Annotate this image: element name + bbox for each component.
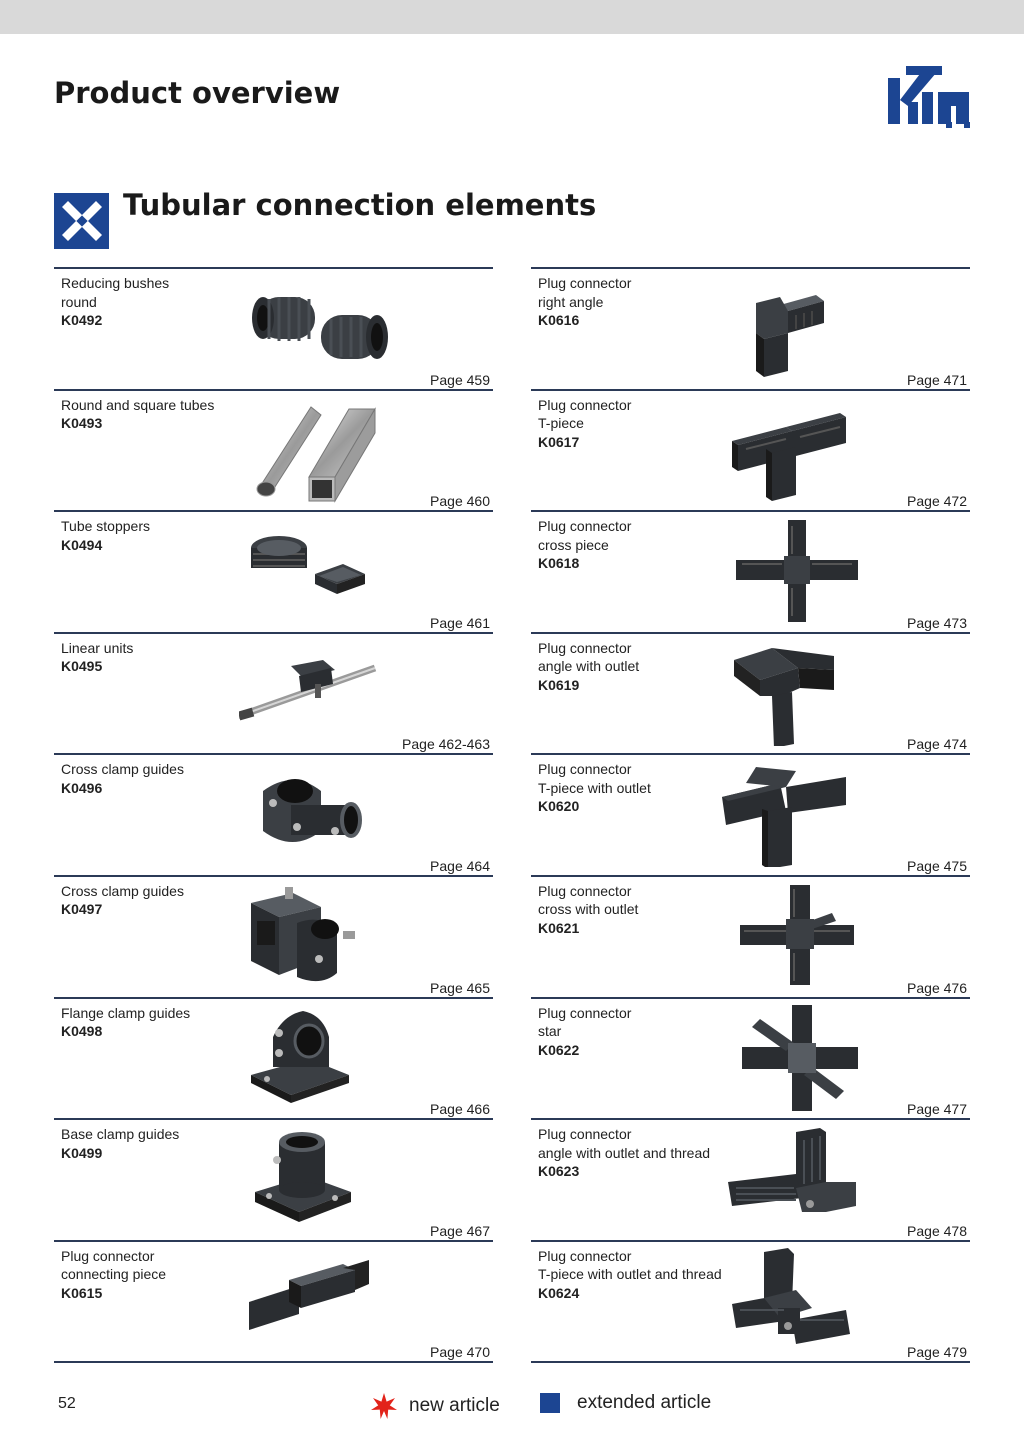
product-name-line: Plug connector [538,639,632,656]
page-reference-link[interactable]: Page 460 [430,493,490,510]
product-code: K0624 [538,1284,580,1301]
page-reference-link[interactable]: Page 467 [430,1222,490,1239]
product-code: K0622 [538,1041,580,1058]
star-image [716,1005,876,1111]
product-name-line: T-piece [538,415,584,432]
product-name-line: Plug connector [538,1247,632,1264]
tubular-connector-icon [54,193,109,249]
product-item-k0622[interactable] [531,997,970,1119]
page-reference-link[interactable]: Page 475 [907,857,967,874]
product-description [61,1004,190,1041]
product-name-line: Plug connector [538,396,632,413]
product-item-k0617[interactable] [531,389,970,511]
product-item-k0616[interactable] [531,267,970,389]
product-name-line: angle with outlet and thread [538,1144,711,1161]
t-outlet-image [716,761,876,867]
product-name-line: round [61,293,97,310]
product-name-line: Reducing bushes [61,275,170,291]
page-reference-link[interactable]: Page 478 [907,1222,967,1239]
product-code: K0495 [61,658,103,675]
product-code: K0621 [538,919,580,936]
product-description [61,760,184,797]
reducing-bushes-image [239,275,399,381]
blue-square-icon [540,1393,560,1413]
product-item-k0620[interactable] [531,753,970,875]
product-name-line: T-piece with outlet and thread [538,1266,722,1283]
cross-clamp-round-image [239,761,399,867]
page-reference-link[interactable]: Page 461 [430,614,490,631]
cross-outlet-image [716,883,876,989]
product-description [538,1125,710,1181]
product-item-k0495[interactable] [54,632,493,754]
product-item-k0497[interactable] [54,875,493,997]
top-bar [0,0,1024,34]
page-number: 52 [58,1395,76,1412]
product-description [61,1247,166,1303]
t-thread-image [716,1248,876,1354]
product-item-k0498[interactable] [54,997,493,1119]
product-description [538,882,638,938]
product-code: K0618 [538,555,580,572]
legend-new-article [370,1392,500,1420]
product-name-line: angle with outlet [538,658,640,675]
product-name-line: Plug connector [538,1126,632,1143]
product-name-line: cross with outlet [538,901,639,918]
product-name-line: Round and square tubes [61,396,215,413]
section-title: Tubular connection elements [123,188,597,222]
product-item-k0499[interactable] [54,1118,493,1240]
product-code: K0615 [61,1284,103,1301]
product-name-line: Cross clamp guides [61,882,184,899]
product-name-line: Flange clamp guides [61,1004,191,1021]
product-name-line: Linear units [61,639,134,656]
product-column-left [54,267,493,1363]
legend-new-label: new article [409,1395,500,1416]
product-description [61,517,150,554]
right-angle-image [716,275,876,381]
page-title: Product overview [54,76,341,110]
flange-clamp-image [239,1005,399,1111]
angle-thread-image [716,1126,876,1232]
product-item-k0615[interactable] [54,1240,493,1363]
page-reference-link[interactable]: Page 470 [430,1343,490,1360]
product-name-line: connecting piece [61,1266,167,1283]
product-item-k0619[interactable] [531,632,970,754]
product-name-line: Plug connector [538,275,632,291]
product-code: K0498 [61,1023,103,1040]
product-name-line: cross piece [538,536,609,553]
product-item-k0496[interactable] [54,753,493,875]
page-reference-link[interactable]: Page 459 [430,371,490,388]
legend-extended-article [540,1392,711,1414]
angle-outlet-image [716,640,876,746]
product-description [61,639,133,676]
cross-piece-image [716,518,876,624]
product-description [61,1125,179,1162]
product-code: K0619 [538,676,580,693]
t-piece-image [716,397,876,503]
page-reference-link[interactable]: Page 462-463 [402,736,490,753]
product-item-k0494[interactable] [54,510,493,632]
product-code: K0617 [538,433,580,450]
page-reference-link[interactable]: Page 466 [430,1101,490,1118]
product-name-line: Plug connector [61,1247,155,1264]
product-item-k0621[interactable] [531,875,970,997]
product-code: K0623 [538,1163,580,1180]
product-item-k0618[interactable] [531,510,970,632]
product-description [538,517,631,573]
red-star-icon [370,1392,398,1420]
cross-clamp-square-image [239,883,399,989]
kipp-logo [886,62,980,130]
product-description [538,396,631,452]
product-name-line: Tube stoppers [61,518,150,535]
product-column-right [531,267,970,1363]
tubes-image [239,397,399,503]
linear-unit-image [239,640,399,746]
product-description [61,274,169,330]
product-code: K0616 [538,312,580,328]
product-name-line: Base clamp guides [61,1126,180,1143]
product-name-line: Plug connector [538,761,632,778]
product-code: K0494 [61,536,103,553]
product-name-line: right angle [538,293,604,310]
page-reference-link[interactable]: Page 474 [907,736,967,753]
product-description [538,274,631,330]
page-reference-link[interactable]: Page 465 [430,979,490,996]
product-code: K0497 [61,901,103,918]
product-item-k0624[interactable] [531,1240,970,1363]
product-code: K0496 [61,779,103,796]
page-reference-link[interactable]: Page 476 [907,979,967,996]
legend-extended-label: extended article [577,1392,712,1413]
product-description [538,1004,631,1060]
page-reference-link[interactable]: Page 477 [907,1101,967,1118]
product-description [61,396,214,433]
connecting-piece-image [239,1248,399,1354]
product-item-k0493[interactable] [54,389,493,511]
base-clamp-image [239,1126,399,1232]
product-name-line: Plug connector [538,518,632,535]
tube-stoppers-image [239,518,399,624]
product-code: K0492 [61,312,103,328]
product-name-line: Plug connector [538,882,632,899]
product-name-line: star [538,1023,562,1040]
product-description [538,639,639,695]
product-description [61,882,184,919]
product-description [538,1247,722,1303]
product-name-line: Cross clamp guides [61,761,184,778]
page-reference-link[interactable]: Page 473 [907,614,967,631]
product-code: K0493 [61,415,103,432]
product-description [538,760,651,816]
product-name-line: Plug connector [538,1004,632,1021]
page-reference-link[interactable]: Page 472 [907,493,967,510]
product-code: K0499 [61,1144,103,1161]
product-code: K0620 [538,798,580,815]
page-reference-link[interactable]: Page 471 [907,371,967,388]
product-item-k0492[interactable] [54,267,493,389]
product-item-k0623[interactable] [531,1118,970,1240]
page-reference-link[interactable]: Page 464 [430,857,490,874]
page-reference-link[interactable]: Page 479 [907,1343,967,1360]
product-name-line: T-piece with outlet [538,779,651,796]
